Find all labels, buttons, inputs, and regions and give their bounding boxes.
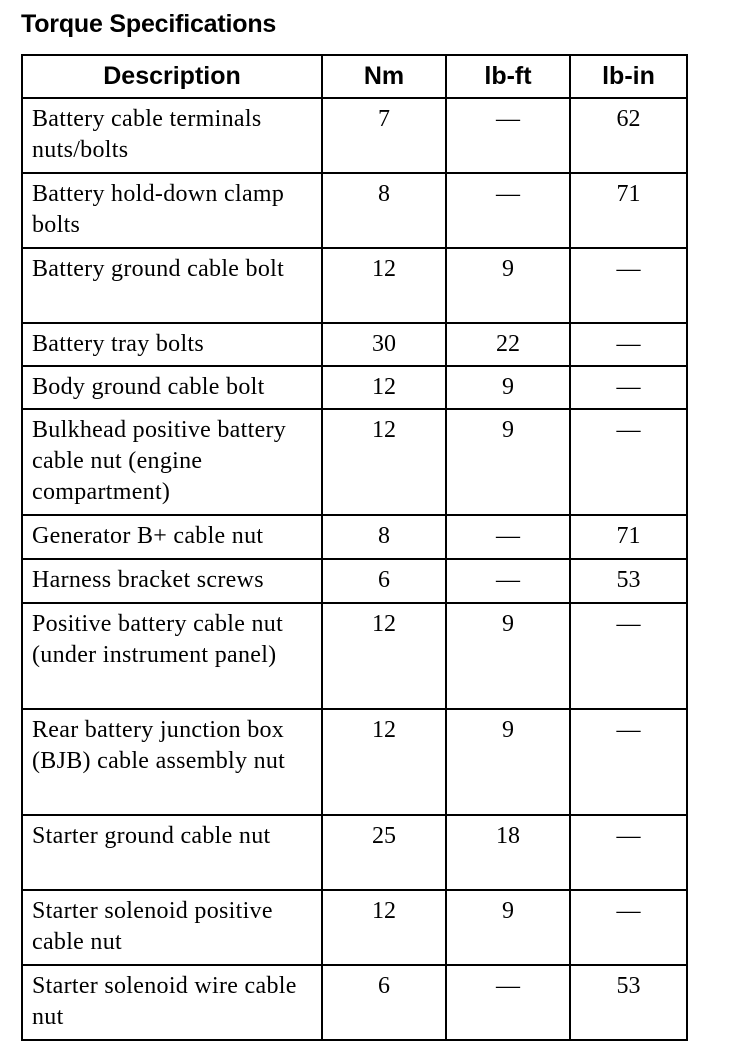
cell-lb-in: — bbox=[570, 366, 687, 409]
cell-description: Harness bracket screws bbox=[22, 559, 322, 603]
cell-description: Battery ground cable bolt bbox=[22, 248, 322, 323]
cell-lb-in: — bbox=[570, 248, 687, 323]
cell-lb-ft: — bbox=[446, 515, 570, 559]
cell-nm: 12 bbox=[322, 409, 446, 515]
cell-description: Battery tray bolts bbox=[22, 323, 322, 366]
cell-lb-in: — bbox=[570, 890, 687, 965]
cell-lb-ft: 9 bbox=[446, 890, 570, 965]
cell-description: Bulkhead positive battery cable nut (engine compartment) bbox=[22, 409, 322, 515]
cell-description: Positive battery cable nut (under instrument panel) bbox=[22, 603, 322, 709]
cell-description: Generator B+ cable nut bbox=[22, 515, 322, 559]
cell-nm: 7 bbox=[322, 98, 446, 173]
table-row bbox=[22, 515, 687, 559]
cell-lb-in: 62 bbox=[570, 98, 687, 173]
column-header-nm: Nm bbox=[322, 55, 446, 98]
cell-nm: 25 bbox=[322, 815, 446, 890]
cell-lb-ft: 9 bbox=[446, 248, 570, 323]
cell-lb-ft: — bbox=[446, 173, 570, 248]
cell-lb-in: 71 bbox=[570, 515, 687, 559]
cell-nm: 8 bbox=[322, 173, 446, 248]
column-header-description: Description bbox=[22, 55, 322, 98]
cell-lb-ft: — bbox=[446, 98, 570, 173]
table-row bbox=[22, 409, 687, 515]
cell-lb-ft: 9 bbox=[446, 709, 570, 815]
column-header-lb-in: lb-in bbox=[570, 55, 687, 98]
table-row bbox=[22, 323, 687, 366]
table-row bbox=[22, 965, 687, 1040]
cell-nm: 12 bbox=[322, 366, 446, 409]
table-row bbox=[22, 559, 687, 603]
cell-lb-in: — bbox=[570, 323, 687, 366]
cell-nm: 12 bbox=[322, 709, 446, 815]
table-row bbox=[22, 603, 687, 709]
cell-lb-in: 53 bbox=[570, 559, 687, 603]
cell-description: Starter solenoid positive cable nut bbox=[22, 890, 322, 965]
cell-lb-ft: 18 bbox=[446, 815, 570, 890]
column-header-lb-ft: lb-ft bbox=[446, 55, 570, 98]
cell-lb-in: — bbox=[570, 709, 687, 815]
table-row bbox=[22, 248, 687, 323]
cell-nm: 12 bbox=[322, 890, 446, 965]
cell-lb-in: — bbox=[570, 409, 687, 515]
cell-lb-in: — bbox=[570, 603, 687, 709]
cell-nm: 6 bbox=[322, 965, 446, 1040]
table-row bbox=[22, 98, 687, 173]
cell-lb-ft: 9 bbox=[446, 409, 570, 515]
torque-spec-table bbox=[21, 54, 688, 1041]
page-title: Torque Specifications bbox=[21, 10, 277, 38]
cell-lb-ft: 9 bbox=[446, 603, 570, 709]
cell-nm: 12 bbox=[322, 603, 446, 709]
cell-nm: 12 bbox=[322, 248, 446, 323]
cell-lb-in: 53 bbox=[570, 965, 687, 1040]
cell-lb-in: — bbox=[570, 815, 687, 890]
cell-lb-ft: — bbox=[446, 559, 570, 603]
table-row bbox=[22, 173, 687, 248]
cell-description: Starter solenoid wire cable nut bbox=[22, 965, 322, 1040]
cell-lb-ft: 9 bbox=[446, 366, 570, 409]
cell-description: Body ground cable bolt bbox=[22, 366, 322, 409]
cell-description: Battery hold-down clamp bolts bbox=[22, 173, 322, 248]
cell-description: Battery cable terminals nuts/bolts bbox=[22, 98, 322, 173]
cell-nm: 30 bbox=[322, 323, 446, 366]
table-row bbox=[22, 709, 687, 815]
cell-description: Rear battery junction box (BJB) cable assembly nut bbox=[22, 709, 322, 815]
table-row bbox=[22, 890, 687, 965]
cell-nm: 8 bbox=[322, 515, 446, 559]
cell-lb-ft: — bbox=[446, 965, 570, 1040]
cell-description: Starter ground cable nut bbox=[22, 815, 322, 890]
table-header-row bbox=[22, 55, 687, 98]
table-row bbox=[22, 815, 687, 890]
table-row bbox=[22, 366, 687, 409]
cell-nm: 6 bbox=[322, 559, 446, 603]
cell-lb-in: 71 bbox=[570, 173, 687, 248]
cell-lb-ft: 22 bbox=[446, 323, 570, 366]
